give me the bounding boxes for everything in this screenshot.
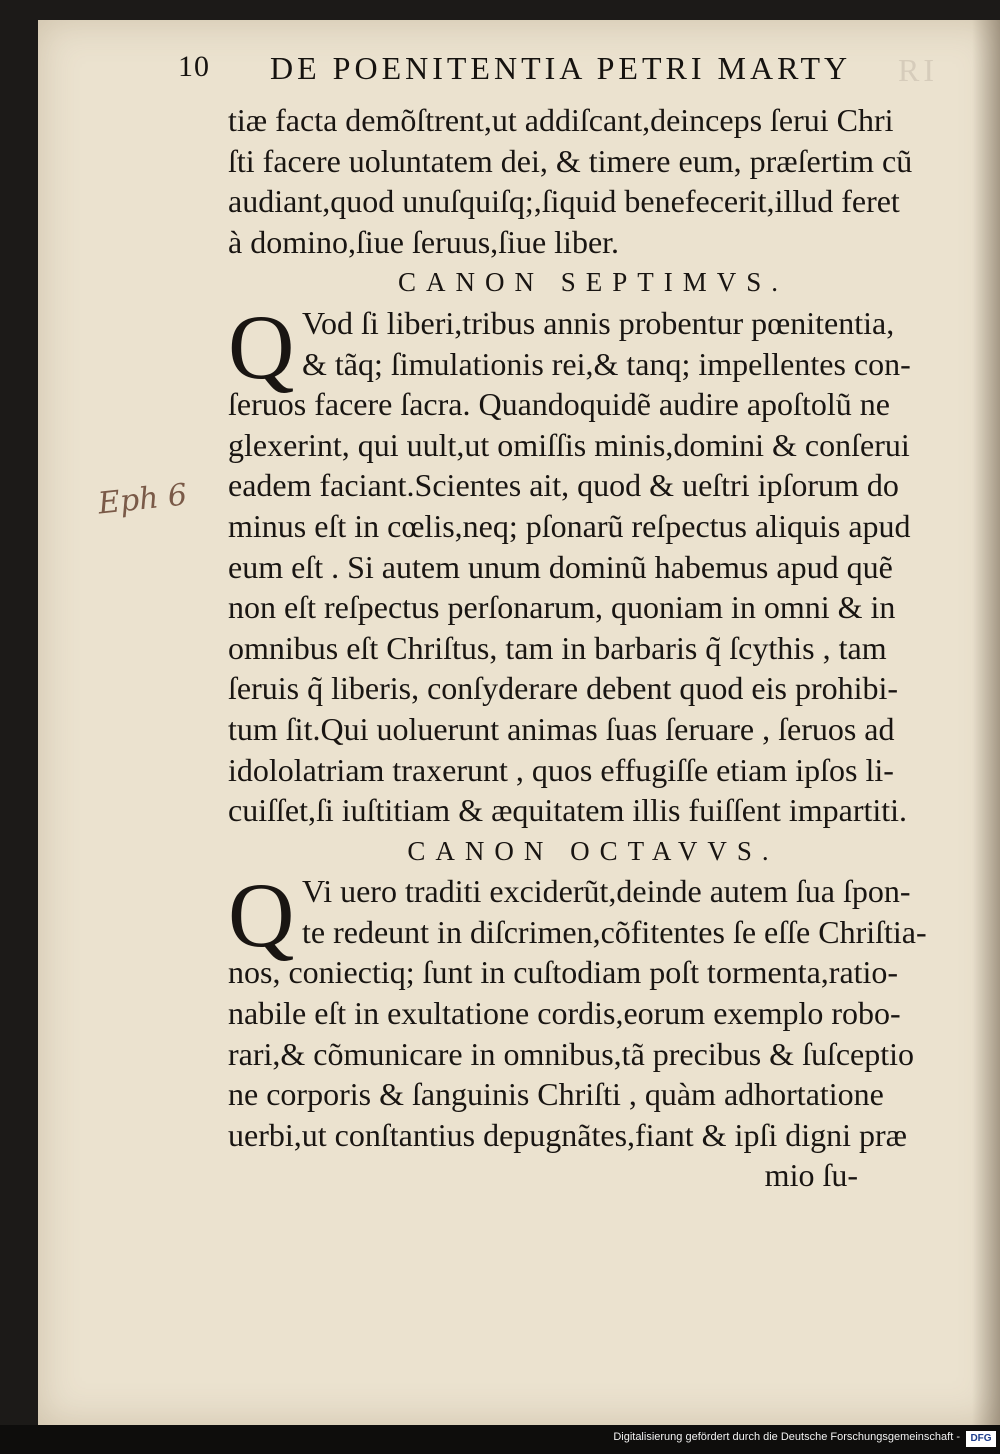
text-line: non eſt reſpectus perſonarum, quoniam in omni & in xyxy=(228,589,896,626)
text-line: audiant,quod unuſquiſq;,ſiquid benefecerit,illud feret xyxy=(228,183,900,220)
text-line: uerbi,ut conſtantius depugnãtes,fiant & ipſi digni præ xyxy=(228,1116,907,1153)
main-text xyxy=(228,100,958,1196)
text-line: Vod ſi liberi,tribus annis probentur pœnitentia, xyxy=(302,304,895,341)
text-line: ſeruos facere ſacra. Quandoquidẽ audire apoſtolũ ne xyxy=(228,386,890,423)
text-line: rari,& cõmunicare in omnibus,tã precibus & ſuſceptio xyxy=(228,1035,915,1072)
footer-credit: Digitalisierung gefördert durch die Deutsche Forschungsgemeinschaft - xyxy=(613,1431,960,1443)
handwritten-margin-note: Eph 6 xyxy=(96,477,189,522)
text-line: te redeunt in diſcrimen,cõfitentes ſe eſſe Chriſtia- xyxy=(302,913,927,950)
running-head xyxy=(178,50,978,100)
dfg-logo: DFG xyxy=(966,1431,996,1447)
section-heading-octavus: CANON OCTAVVS. xyxy=(407,835,779,866)
catchword: mio ſu- xyxy=(764,1157,858,1194)
text-line: eum eſt . Si autem unum dominũ habemus apud quẽ xyxy=(228,548,893,585)
page-number: 10 xyxy=(178,50,210,83)
running-title: DE POENITENTIA PETRI MARTY xyxy=(270,50,852,86)
text-line: eadem faciant.Scientes ait, quod & ueſtri ipſorum do xyxy=(228,467,899,504)
text-line: nabile eſt in exultatione cordis,eorum exemplo robo- xyxy=(228,995,901,1032)
paragraph-octavus xyxy=(228,864,958,1196)
bleed-through-text: RI xyxy=(898,52,938,88)
text-line: minus eſt in cœlis,neq; pſonarũ reſpectus aliquis apud xyxy=(228,507,911,544)
drop-cap: Q xyxy=(228,864,295,967)
paragraph-septimus xyxy=(228,295,958,831)
text-line: tum ſit.Qui uoluerunt animas ſuas ſeruare , ſeruos ad xyxy=(228,710,895,747)
text-line: idololatriam traxerunt , quos effugiſſe etiam ipſos li- xyxy=(228,751,894,788)
text-line: omnibus eſt Chriſtus, tam in barbaris q̃ ſcythis , tam xyxy=(228,629,887,666)
text-line: cuiſſet,ſi iuſtitiam & æquitatem illis fuiſſent impartiti. xyxy=(228,792,908,829)
text-line: glexerint, qui uult,ut omiſſis minis,domini & conſerui xyxy=(228,426,910,463)
text-line: nos, coniectiq; ſunt in cuſtodiam poſt tormenta,ratio- xyxy=(228,954,899,991)
text-line: ſti facere uoluntatem dei, & timere eum, præſertim cũ xyxy=(228,142,913,179)
text-line: & tãq; ſimulationis rei,& tanq; impellentes con- xyxy=(302,345,911,382)
book-page xyxy=(38,20,1000,1425)
text-line: à domino,ſiue ſeruus,ſiue liber. xyxy=(228,223,620,260)
text-line: ſeruis q̃ liberis, conſyderare debent quod eis prohibi- xyxy=(228,670,899,707)
section-heading-septimus: CANON SEPTIMVS. xyxy=(397,267,789,298)
drop-cap: Q xyxy=(228,295,295,398)
digitization-footer xyxy=(0,1425,1000,1454)
text-line: Vi uero traditi exciderũt,deinde autem ſua ſpon- xyxy=(302,873,911,910)
text-line: ne corporis & ſanguinis Chriſti , quàm adhortatione xyxy=(228,1076,884,1113)
text-line: tiæ facta demõſtrent,ut addiſcant,deinceps ſerui Chri xyxy=(228,102,894,138)
